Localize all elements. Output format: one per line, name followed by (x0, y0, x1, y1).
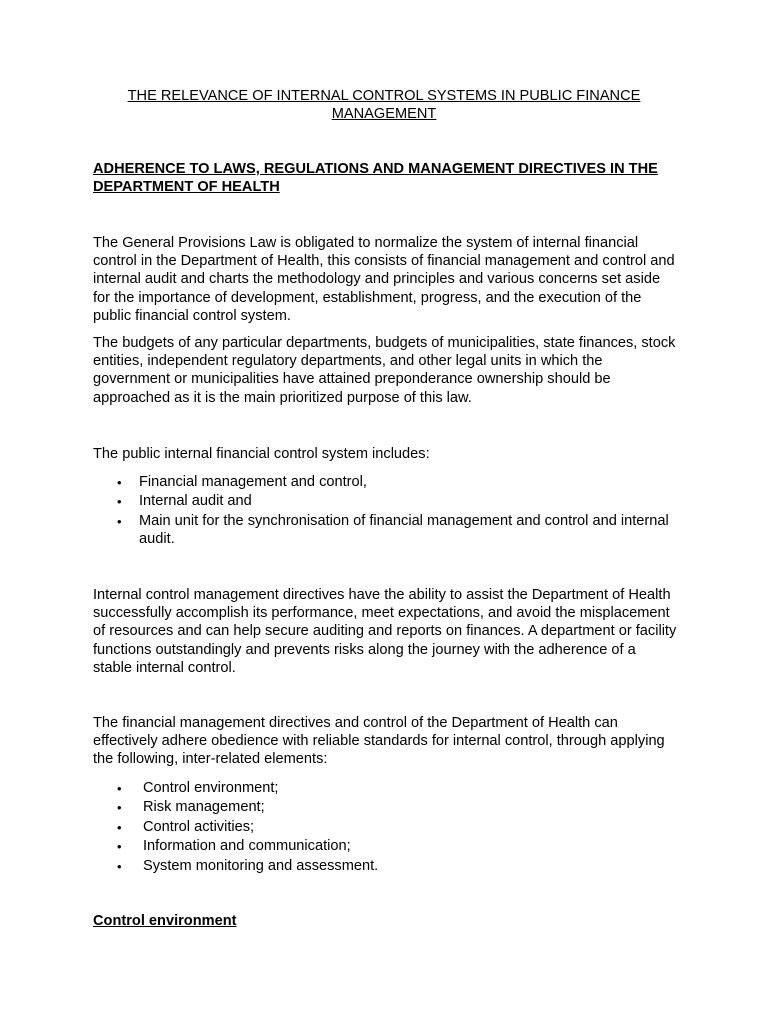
bullet-icon: • (117, 475, 122, 490)
list-item-text: Internal audit and (139, 493, 252, 510)
list-item-text: Risk management; (143, 799, 265, 816)
list-item (93, 492, 678, 511)
bullet-icon: • (117, 819, 122, 835)
list-item (93, 818, 678, 837)
bullet-icon: • (117, 494, 122, 510)
bullet-icon: • (117, 513, 122, 529)
paragraph-system-intro: The public internal financial control system includes: (93, 446, 430, 462)
document-title: THE RELEVANCE OF INTERNAL CONTROL SYSTEMS IN PUBLIC FINANCE MANAGEMENT (127, 88, 641, 122)
list-item-text: Control environment; (143, 780, 279, 796)
system-components-list (93, 473, 678, 549)
list-item-text: System monitoring and assessment. (143, 857, 379, 874)
list-item-text: Financial management and control, (139, 474, 367, 490)
bullet-icon: • (117, 839, 122, 855)
paragraph-financial-directives: The financial management directives and control of the Department of Health can effectively adhere obedience with reliable standards for internal control, through applying the following, inter-related elements: (93, 715, 665, 768)
list-item (93, 857, 678, 876)
subheading-control-environment: Control environment (93, 913, 237, 929)
list-item (93, 798, 678, 817)
bullet-icon: • (117, 781, 122, 796)
bullet-icon: • (117, 800, 122, 816)
paragraph-general-provisions: The General Provisions Law is obligated to normalize the system of internal financial control in the Department of Health, this consists of financial management and control and internal audit and charts the methodology and principles and various concerns set aside for the importance of development, establishment, progress, and the execution of the public financial control system. (93, 235, 675, 324)
list-item-text: Main unit for the synchronisation of financial management and control and internal audit. (139, 512, 669, 548)
section-heading: ADHERENCE TO LAWS, REGULATIONS AND MANAGEMENT DIRECTIVES IN THE DEPARTMENT OF HEALTH (93, 161, 658, 195)
paragraph-management-directives: Internal control management directives have the ability to assist the Department of Health successfully accomplish its performance, meet expectations, and avoid the misplacement of resources and can help secure auditing and reports on finances. A department or facility functions outstandingly and prevents risks along the journey with the adherence of a stable internal control. (93, 587, 677, 676)
paragraph-budgets: The budgets of any particular departments, budgets of municipalities, state finances, stock entities, independent regulatory departments, and other legal units in which the government or municipalities have attained preponderance ownership should be approached as it is the main prioritized purpose of this law. (93, 335, 676, 406)
list-item (93, 837, 678, 856)
list-item (93, 512, 678, 549)
list-item-text: Information and communication; (143, 838, 351, 855)
inter-related-elements-list (93, 779, 678, 876)
bullet-icon: • (117, 858, 122, 874)
list-item (93, 473, 678, 492)
list-item-text: Control activities; (143, 818, 255, 835)
list-item (93, 779, 678, 798)
